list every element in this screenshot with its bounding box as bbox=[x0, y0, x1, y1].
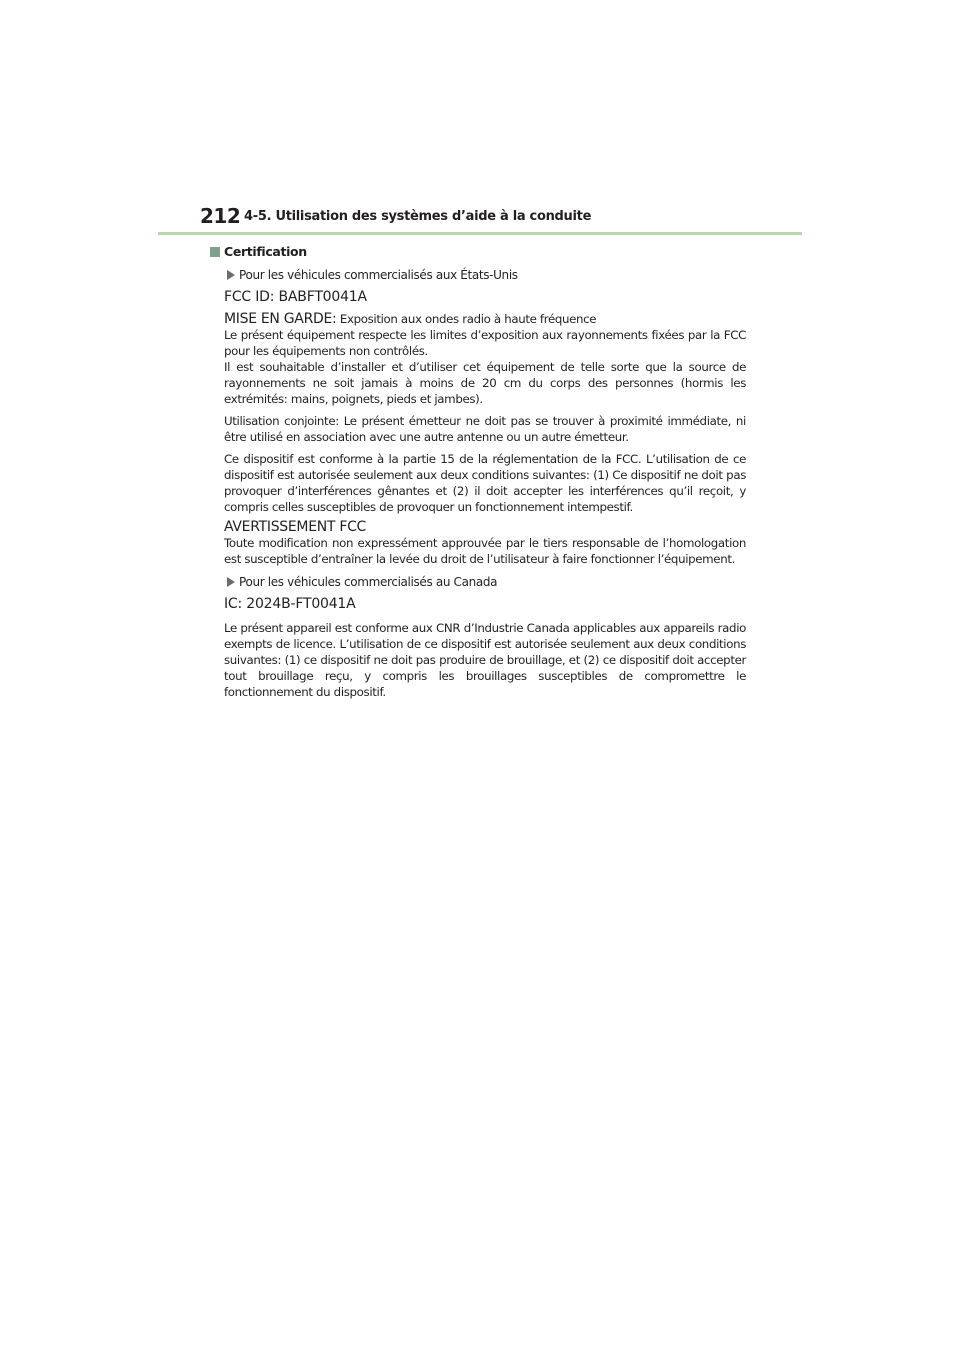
heading-text: Certification bbox=[224, 244, 307, 259]
warning-heading bbox=[224, 311, 746, 327]
header-divider bbox=[158, 232, 802, 235]
warning-title: MISE EN GARDE: bbox=[224, 311, 337, 327]
canada-bullet-text: Pour les véhicules commercialisés au Canada bbox=[239, 575, 498, 589]
warning-paragraph-2: Il est souhaitable d’installer et d’utiliser cet équipement de telle sorte que la source de rayonnements ne soit jamais à moins de 20 cm du corps des personnes (hormis les extrémités: mains, poignets, pieds et jambes). bbox=[224, 360, 746, 406]
warning-paragraph-1: Le présent équipement respecte les limites d’exposition aux rayonnements fixées par la FCC pour les équipements non contrôlés. bbox=[224, 328, 746, 358]
warning-subtitle: Exposition aux ondes radio à haute fréquence bbox=[339, 312, 597, 326]
fcc-warning-paragraph: Toute modification non expressément approuvée par le tiers responsable de l’homologation est susceptible d’entraîner la levée du droit de l’utilisateur à faire fonctionner l’équipement. bbox=[224, 536, 746, 566]
triangle-bullet-icon bbox=[227, 577, 235, 587]
us-bullet-text: Pour les véhicules commercialisés aux États-Unis bbox=[239, 268, 518, 282]
page-header bbox=[200, 204, 802, 234]
fcc-warning-title: AVERTISSEMENT FCC bbox=[224, 519, 367, 535]
triangle-bullet-icon bbox=[227, 270, 235, 280]
part15-paragraph: Ce dispositif est conforme à la partie 15 de la réglementation de la FCC. L’utilisation de ce dispositif est autorisée seulement aux deux conditions suivantes: (1) Ce dispositif ne doit pas provoquer d’interférences gênantes et (2) il doit accepter les interférences qu’il reçoit, y compris celles susceptibles de provoquer un fonctionnement intempestif. bbox=[224, 452, 746, 514]
us-bullet bbox=[224, 266, 746, 284]
fcc-id: FCC ID: BABFT0041A bbox=[224, 289, 367, 305]
square-bullet-icon bbox=[210, 247, 220, 257]
ic-id: IC: 2024B-FT0041A bbox=[224, 596, 356, 612]
section-heading bbox=[158, 242, 746, 262]
main-content bbox=[224, 242, 746, 700]
canada-bullet bbox=[224, 573, 746, 591]
fcc-warning-heading bbox=[224, 519, 746, 535]
canada-paragraph: Le présent appareil est conforme aux CNR d’Industrie Canada applicables aux appareils radio exempts de licence. L’utilisation de ce dispositif est autorisée seulement aux deux conditions suivantes: (1) ce dispositif ne doit pas produire de brouillage, et (2) ce dispositif doit accepter tout brouillage reçu, y compris les brouillages susceptibles de compromettre le fonctionnement du dispositif. bbox=[224, 621, 746, 699]
page-number: 212 bbox=[200, 204, 241, 228]
colocation-paragraph: Utilisation conjointe: Le présent émetteur ne doit pas se trouver à proximité immédiate, ni être utilisé en association avec une autre antenne ou un autre émetteur. bbox=[224, 414, 746, 444]
section-title: 4-5. Utilisation des systèmes d’aide à la conduite bbox=[244, 209, 592, 224]
